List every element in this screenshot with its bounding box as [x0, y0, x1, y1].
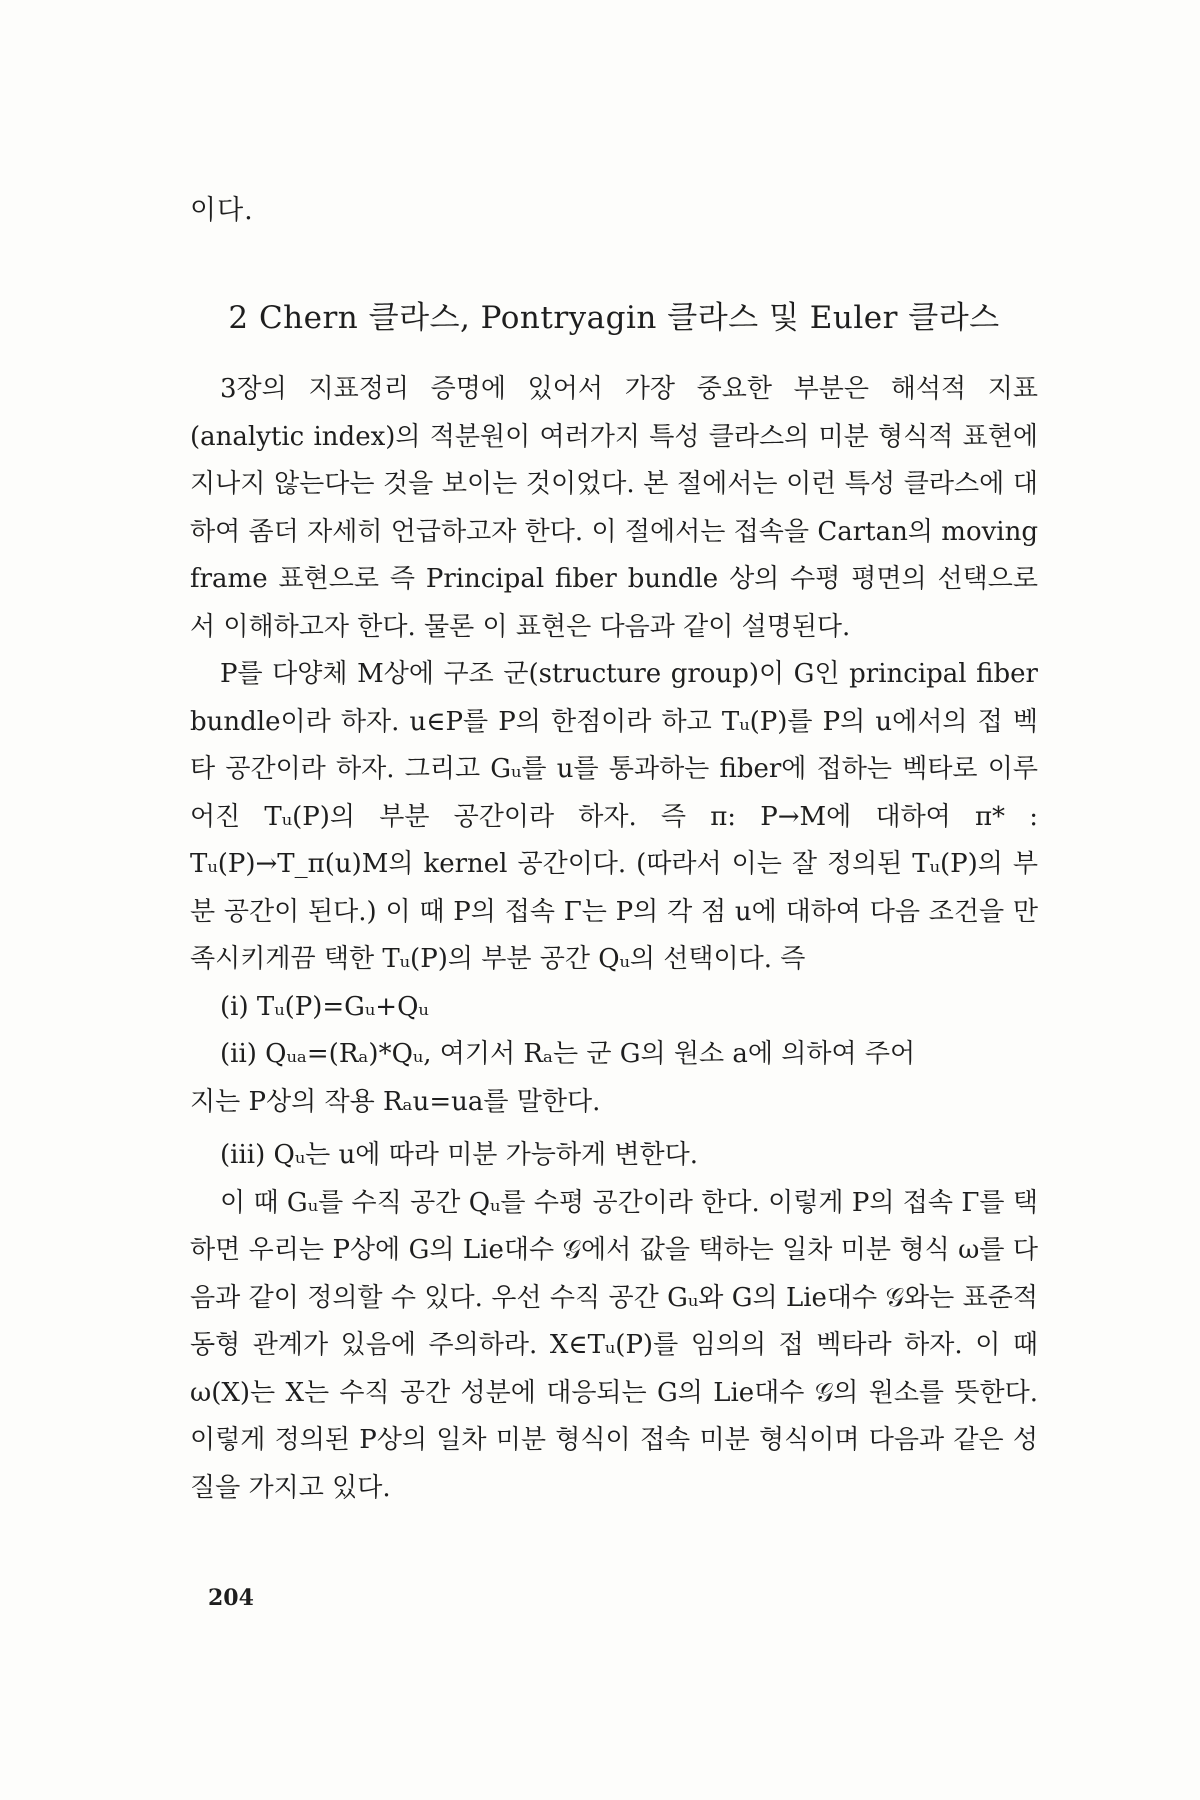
paragraph-connection-form: 이 때 Gᵤ를 수직 공간 Qᵤ를 수평 공간이라 한다. 이렇게 P의 접속 Γ를 택하면 우리는 P상에 G의 Lie대수 𝒢에서 값을 택하는 일차 미분 형식 ω를 다음과 같이 정의할 수 있다. 우선 수직 공간 Gᵤ와 G의 Lie대수 𝒢와는 표준적 동형 관계가 있음에 주의하라. X∈Tᵤ(P)를 임의의 접 벡타라 하자. 이 때 ω(X)는 X는 수직 공간 성분에 대응되는 G의 Lie대수 𝒢의 원소를 뜻한다. 이렇게 정의된 P상의 일차 미분 형식이 접속 미분 형식이며 다음과 같은 성질을 가지고 있다. — [190, 1187, 1038, 1503]
paragraph-definition: P를 다양체 M상에 구조 군(structure group)이 G인 principal fiber bundle이라 하자. u∈P를 P의 한점이라 하고 Tᵤ(P)를 P의 u에서의 접 벡타 공간이라 하자. 그리고 Gᵤ를 u를 통과하는 fiber에 접하는 벡타로 이루어진 Tᵤ(P)의 부분 공간이라 하자. 즉 π: P→M에 대하여 π* : Tᵤ(P)→T_π(u)M의 kernel 공간이다. (따라서 이는 잘 정의된 Tᵤ(P)의 부분 공간이 된다.) 이 때 P의 접속 Γ는 P의 각 점 u에 대하여 다음 조건을 만족시키게끔 택한 Tᵤ(P)의 부분 공간 Qᵤ의 선택이다. 즉 — [190, 659, 1038, 974]
condition-i: (i) Tᵤ(P)=Gᵤ+Qᵤ — [220, 991, 429, 1022]
condition-ii-continuation: 지는 P상의 작용 Rₐu=ua를 말한다. — [190, 1086, 601, 1117]
condition-iii: (iii) Qᵤ는 u에 따라 미분 가능하게 변한다. — [220, 1140, 699, 1170]
intro-line: 이다. — [190, 195, 254, 226]
condition-ii: (ii) Qᵤₐ=(Rₐ)*Qᵤ, 여기서 Rₐ는 군 G의 원소 a에 의하여 주어 — [220, 1039, 916, 1069]
section-heading: 2 Chern 클라스, Pontryagin 클라스 및 Euler 클라스 — [228, 300, 1000, 336]
page-number: 204 — [208, 1585, 254, 1611]
body-text — [190, 366, 1038, 1512]
paragraph-intro: 3장의 지표정리 증명에 있어서 가장 중요한 부분은 해석적 지표(analytic index)의 적분원이 여러가지 특성 클라스의 미분 형식적 표현에 지나지 않는다는 것을 보이는 것이었다. 본 절에서는 이런 특성 클라스에 대하여 좀더 자세히 언급하고자 한다. 이 절에서는 접속을 Cartan의 moving frame 표현으로 즉 Principal fiber bundle 상의 수평 평면의 선택으로서 이해하고자 한다. 물론 이 표현은 다음과 같이 설명된다. — [190, 374, 1038, 642]
